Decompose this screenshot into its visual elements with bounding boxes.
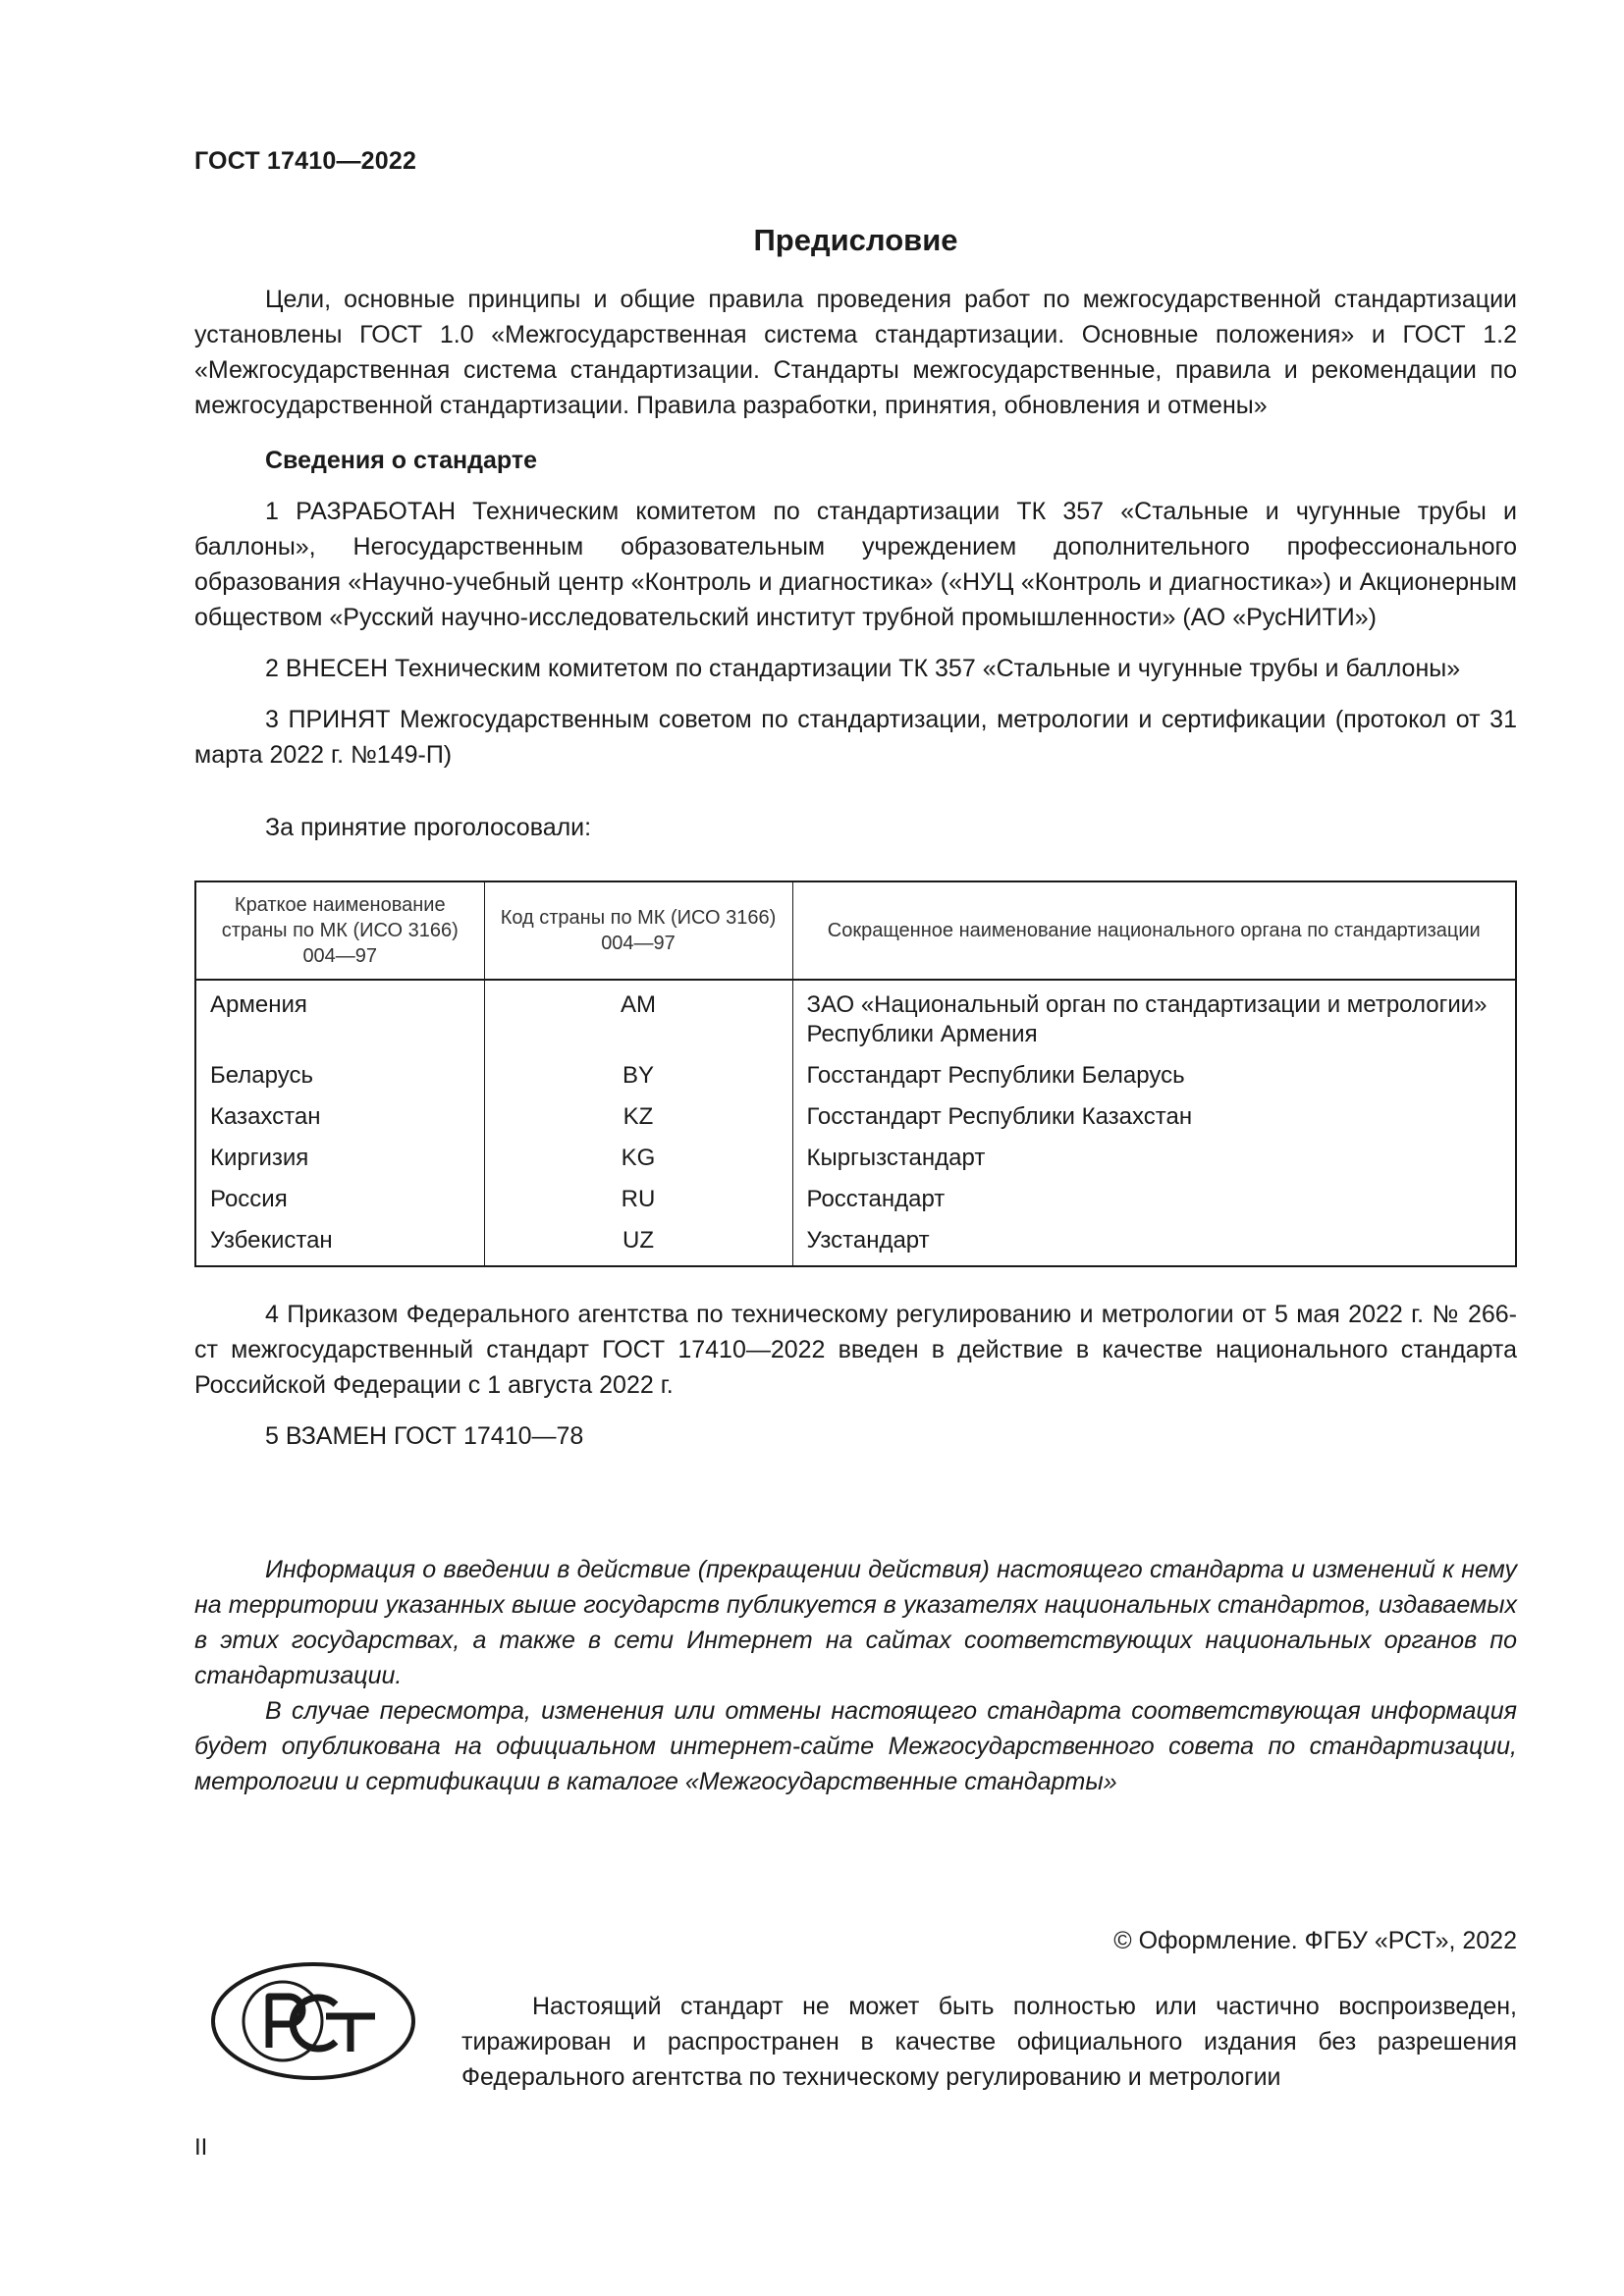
cell-country: Казахстан — [195, 1096, 484, 1138]
member-states-table — [194, 881, 1517, 1267]
item-developed: 1 РАЗРАБОТАН Техническим комитетом по стандартизации ТК 357 «Стальные и чугунные трубы и баллоны», Негосударственным образовательным учреждением дополнительного профессионального образования «Научно-учебный центр «Контроль и диагностика» («НУЦ «Контроль и диагностика») и Акционерным обществом «Русский научно-исследовательский институт трубной промышленности» (АО «РусНИТИ») — [194, 498, 1517, 631]
notice-paragraph-2: В случае пересмотра, изменения или отмены настоящего стандарта соответствующая информация будет опубликована на официальном интернет-сайте Межгосударственного совета по стандартизации, метрологии и сертификации в каталоге «Межгосударственные стандарты» — [194, 1697, 1517, 1795]
table-row — [195, 980, 1516, 1055]
table-row — [195, 1055, 1516, 1096]
cell-body: Кыргызстандарт — [806, 1145, 986, 1171]
cell-code: KZ — [484, 1096, 792, 1138]
cell-code: KG — [484, 1138, 792, 1179]
subheading: Сведения о стандарте — [265, 447, 538, 474]
pct-certification-mark-icon — [210, 1961, 416, 2081]
cell-body: Росстандарт — [806, 1186, 946, 1212]
page-title: Предисловие — [753, 223, 958, 257]
item-replaces: 5 ВЗАМЕН ГОСТ 17410—78 — [265, 1422, 584, 1450]
table-row — [195, 1138, 1516, 1179]
cell-body: ЗАО «Национальный орган по стандартизации и метрологии» Республики Армения — [806, 991, 1488, 1047]
cell-code: UZ — [484, 1220, 792, 1266]
cell-body: Госстандарт Республики Казахстан — [806, 1103, 1193, 1130]
document-code: ГОСТ 17410—2022 — [194, 147, 417, 175]
item-submitted: 2 ВНЕСЕН Техническим комитетом по стандартизации ТК 357 «Стальные и чугунные трубы и баллоны» — [265, 655, 1461, 682]
header-code: Код страны по МК (ИСО 3166) 004—97 — [484, 881, 792, 980]
copyright-line: © Оформление. ФГБУ «РСТ», 2022 — [1113, 1927, 1517, 1954]
intro-paragraph: Цели, основные принципы и общие правила проведения работ по межгосударственной стандартизации установлены ГОСТ 1.0 «Межгосударственная система стандартизации. Основные положения» и ГОСТ 1.2 «Межгосударственная система стандартизации. Стандарты межгосударственные, правила и рекомендации по межгосударственной стандартизации. Правила разработки, принятия, обновления и отмены» — [194, 286, 1517, 419]
notice-block — [194, 1552, 1517, 1799]
preface-section — [194, 221, 1517, 1799]
cell-country: Киргизия — [195, 1138, 484, 1179]
header-country: Краткое наименование страны по МК (ИСО 3166) 004—97 — [195, 881, 484, 980]
cell-code: AM — [484, 980, 792, 1055]
cell-body: Госстандарт Республики Беларусь — [806, 1062, 1185, 1089]
cell-country: Узбекистан — [195, 1220, 484, 1266]
table-row — [195, 1220, 1516, 1266]
table-row — [195, 1179, 1516, 1220]
notice-paragraph-1: Информация о введении в действие (прекращении действия) настоящего стандарта и изменений к нему на территории указанных выше государств публикуется в указателях национальных стандартов, издаваемых в этих государствах, а также в сети Интернет на сайтах соответствующих национальных органов по стандартизации. — [194, 1556, 1517, 1689]
vote-label: За принятие проголосовали: — [265, 814, 592, 841]
cell-code: RU — [484, 1179, 792, 1220]
cell-country: Беларусь — [195, 1055, 484, 1096]
table-header-row — [195, 881, 1516, 980]
cell-body: Узстандарт — [806, 1227, 930, 1254]
item-enacted: 4 Приказом Федерального агентства по техническому регулированию и метрологии от 5 мая 2022 г. № 266-ст межгосударственный стандарт ГОСТ 17410—2022 введен в действие в качестве национального стандарта Российской Федерации с 1 августа 2022 г. — [194, 1301, 1517, 1399]
item-adopted: 3 ПРИНЯТ Межгосударственным советом по стандартизации, метрологии и сертификации (протокол от 31 марта 2022 г. №149-П) — [194, 706, 1517, 769]
cell-country: Россия — [195, 1179, 484, 1220]
cell-code: BY — [484, 1055, 792, 1096]
page-number: II — [194, 2134, 208, 2161]
table-row — [195, 1096, 1516, 1138]
copyright-notice: Настоящий стандарт не может быть полностью или частично воспроизведен, тиражирован и распространен в качестве официального издания без разрешения Федерального агентства по техническому регулированию и метрологии — [461, 1993, 1517, 2091]
header-body: Сокращенное наименование национального органа по стандартизации — [792, 881, 1516, 980]
cell-country: Армения — [195, 980, 484, 1055]
